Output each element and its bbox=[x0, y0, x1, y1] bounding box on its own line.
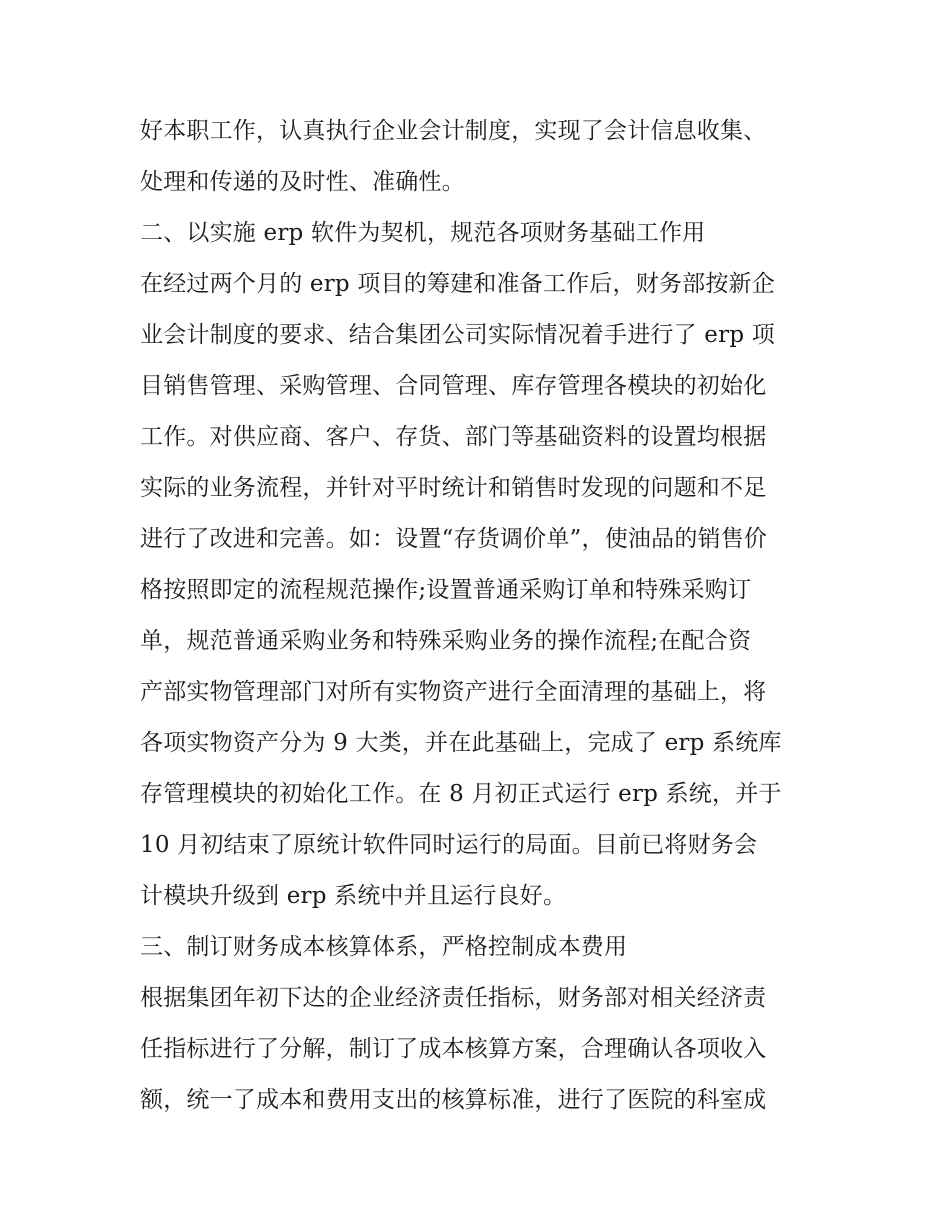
text-line: 好本职工作，认真执行企业会计制度，实现了会计信息收集、 bbox=[140, 118, 767, 144]
text-line: 10 月初结束了原统计软件同时运行的局面。目前已将财务会 bbox=[140, 832, 758, 858]
text-line: 额，统一了成本和费用支出的核算标准，进行了医院的科室成 bbox=[140, 1087, 767, 1113]
section-heading: 二、以实施 erp 软件为契机，规范各项财务基础工作用 bbox=[140, 220, 706, 246]
text-line: 目销售管理、采购管理、合同管理、库存管理各模块的初始化 bbox=[140, 373, 767, 399]
text-line: 单，规范普通采购业务和特殊采购业务的操作流程;在配合资 bbox=[140, 628, 752, 654]
section-heading: 三、制订财务成本核算体系，严格控制成本费用 bbox=[140, 934, 628, 960]
text-line: 处理和传递的及时性、准确性。 bbox=[140, 169, 465, 195]
text-line: 产部实物管理部门对所有实物资产进行全面清理的基础上，将 bbox=[140, 679, 767, 705]
text-line: 实际的业务流程，并针对平时统计和销售时发现的问题和不足 bbox=[140, 475, 767, 501]
text-line: 格按照即定的流程规范操作;设置普通采购订单和特殊采购订 bbox=[140, 577, 752, 603]
text-line: 任指标进行了分解，制订了成本核算方案，合理确认各项收入 bbox=[140, 1036, 767, 1062]
text-line: 根据集团年初下达的企业经济责任指标，财务部对相关经济责 bbox=[140, 985, 767, 1011]
text-line: 存管理模块的初始化工作。在 8 月初正式运行 erp 系统，并于 bbox=[140, 781, 782, 807]
text-line: 各项实物资产分为 9 大类，并在此基础上，完成了 erp 系统库 bbox=[140, 730, 782, 756]
text-line: 计模块升级到 erp 系统中并且运行良好。 bbox=[140, 883, 567, 909]
text-line: 工作。对供应商、客户、存货、部门等基础资料的设置均根据 bbox=[140, 424, 767, 450]
document-body bbox=[140, 106, 820, 1126]
text-line: 进行了改进和完善。如：设置“存货调价单”，使油品的销售价 bbox=[140, 526, 768, 552]
text-line: 业会计制度的要求、结合集团公司实际情况着手进行了 erp 项 bbox=[140, 322, 775, 348]
text-line: 在经过两个月的 erp 项目的筹建和准备工作后，财务部按新企 bbox=[140, 271, 775, 297]
